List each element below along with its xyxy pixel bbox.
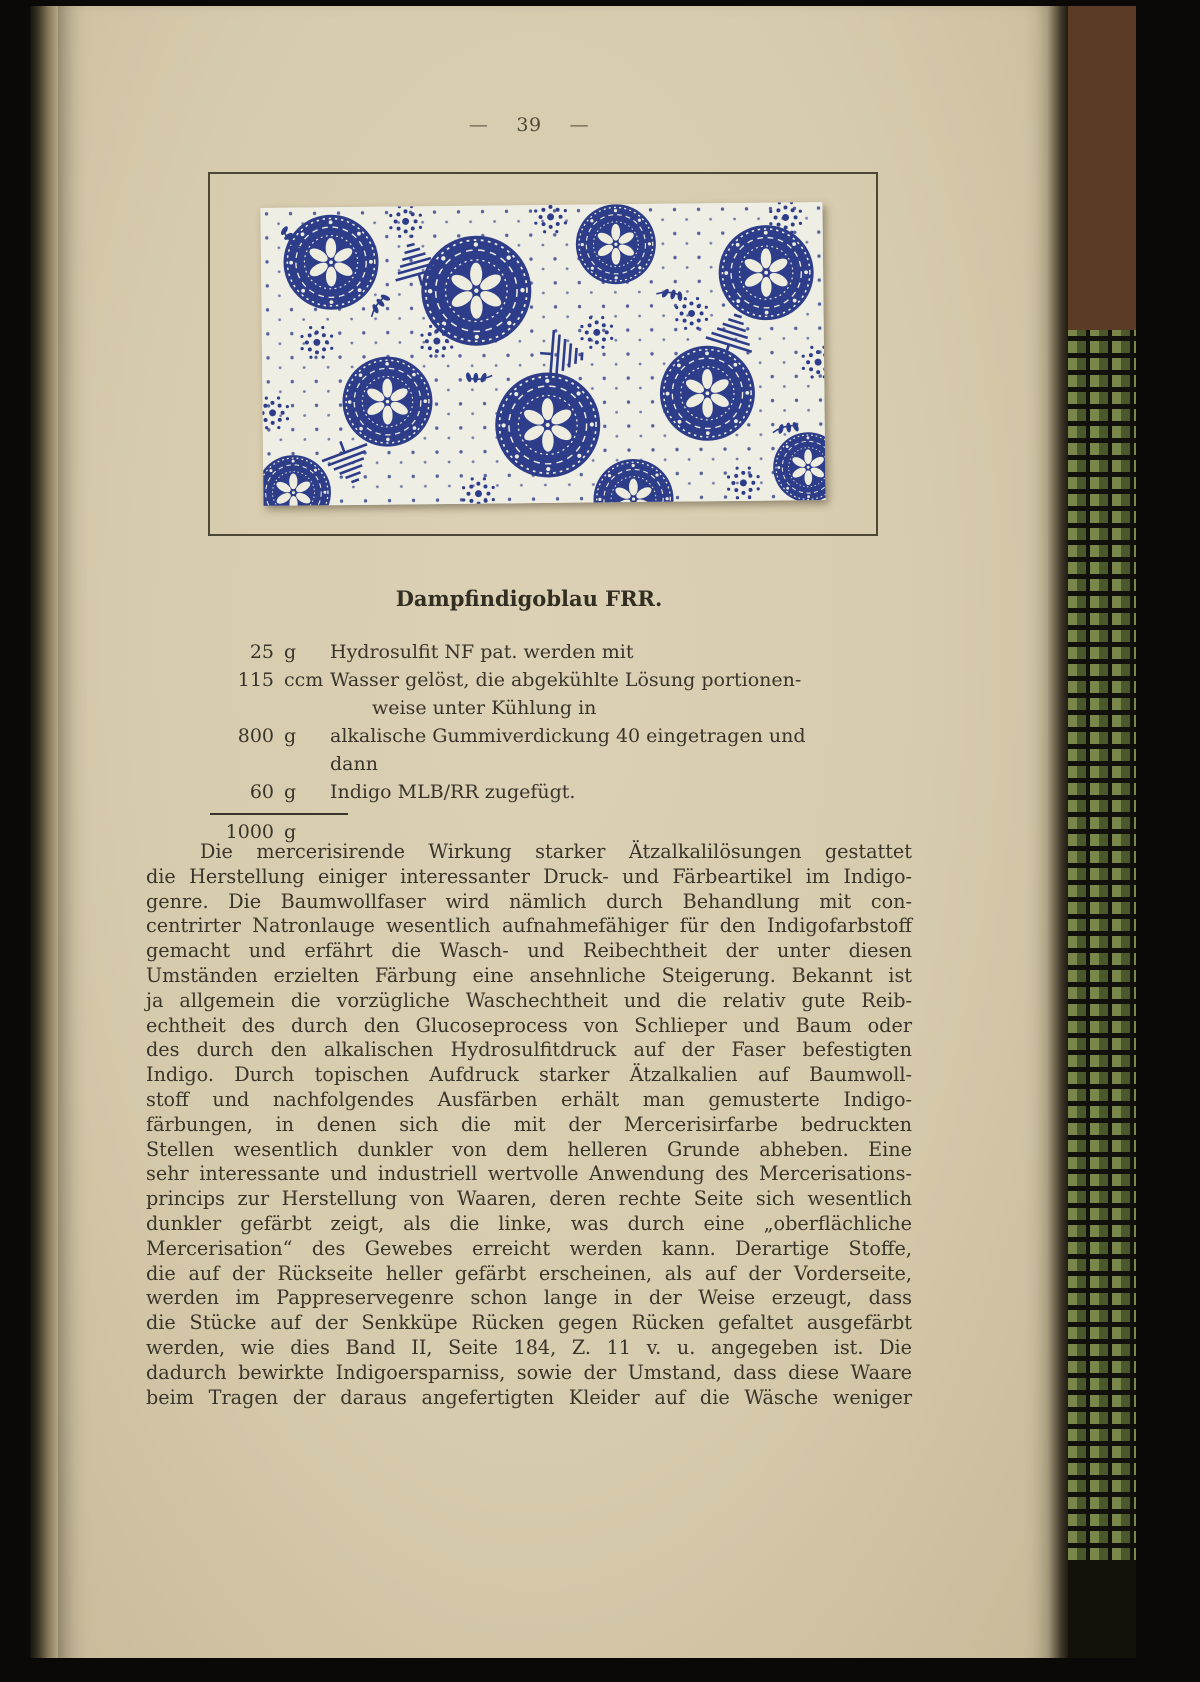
recipe-unit: ccm — [284, 669, 324, 691]
book-cover-edge — [1068, 0, 1136, 1682]
body-line: Mercerisation“ des Gewebes erreicht werden kann. Derartige Stoffe, — [146, 1236, 912, 1260]
scan-bottom-edge — [0, 1658, 1200, 1682]
scan-top-edge — [0, 0, 1200, 6]
recipe-unit: g — [284, 781, 297, 803]
body-line: centrirter Natronlauge wesentlich aufnahmefähiger für den Indigofarbstoff — [146, 914, 912, 938]
body-line: gemacht und erfährt die Wasch- und Reibechtheit der unter diesen — [146, 939, 912, 963]
recipe-amount: 60 — [249, 781, 274, 803]
page-number-value: 39 — [516, 114, 542, 136]
recipe-ingredient: Wasser gelöst, die abgekühlte Lösung portionen- — [330, 669, 802, 691]
body-line: dadurch bewirkte Indigoersparniss, sowie der Umstand, dass diese Waare — [146, 1360, 912, 1384]
page-number-dash-right: — — [569, 114, 590, 136]
body-line: werden, wie dies Band II, Seite 184, Z. 11 v. u. angegeben ist. Die — [146, 1335, 912, 1359]
recipe-row — [218, 638, 838, 666]
body-line: sehr interessante und industriell wertvolle Anwendung des Mercerisations- — [146, 1162, 912, 1186]
recipe-ingredient: Indigo MLB/RR zugefügt. — [330, 781, 576, 803]
body-line: dunkler gefärbt zeigt, als die linke, was durch eine „oberflächliche — [146, 1211, 912, 1235]
body-line: beim Tragen der daraus angefertigten Kleider auf die Wäsche weniger — [146, 1385, 912, 1409]
swatch-frame — [208, 172, 878, 536]
body-line: Indigo. Durch topischen Aufdruck starker Ätzalkalien auf Baumwoll- — [146, 1063, 912, 1087]
recipe-amount: 115 — [237, 669, 274, 691]
recipe-unit: g — [284, 725, 297, 747]
page-number-dash-left: — — [468, 114, 489, 136]
body-line: echtheit des durch den Glucoseprocess von Schlieper und Baum oder — [146, 1013, 912, 1037]
body-line: färbungen, in denen sich die mit der Mercerisirfarbe bedruckten — [146, 1112, 912, 1136]
recipe-amount: 1000 — [225, 821, 274, 843]
recipe-row — [218, 666, 838, 694]
recipe-sum-rule — [210, 813, 348, 815]
body-line: Umständen erzielten Färbung eine ansehnliche Steigerung. Bekannt ist — [146, 963, 912, 987]
body-line: stoff und nachfolgendes Ausfärben erhält man gemusterte Indigo- — [146, 1087, 912, 1111]
body-line: Die mercerisirende Wirkung starker Ätzalkalilösungen gestattet — [200, 840, 912, 863]
recipe-amount: 800 — [237, 725, 274, 747]
recipe-amount: 25 — [249, 641, 274, 663]
body-paragraph — [146, 840, 912, 1410]
recipe-unit — [274, 694, 330, 722]
body-line: ja allgemein die vorzügliche Waschechtheit und die relativ gute Reib- — [146, 988, 912, 1012]
recipe-amount — [218, 694, 274, 722]
recipe-ingredient: alkalische Gummiverdickung 40 eingetragen und dann — [330, 725, 806, 775]
body-line: Stellen wesentlich dunkler von dem helleren Grunde abheben. Eine — [146, 1137, 912, 1161]
paper-page — [58, 0, 1048, 1682]
page-stack-edge — [30, 0, 58, 1682]
recipe-row — [218, 778, 838, 806]
recipe-unit: g — [284, 641, 297, 663]
body-line: die Stücke auf der Senkküpe Rücken gegen Rücken gefaltet ausgefärbt — [146, 1311, 912, 1335]
recipe-row — [218, 722, 838, 778]
body-line: des durch den alkalischen Hydrosulfitdruck auf der Faser befestigten — [146, 1038, 912, 1062]
body-line: werden im Pappreservegenre schon lange in der Weise erzeugt, dass — [146, 1286, 912, 1310]
body-line: genre. Die Baumwollfaser wird nämlich durch Behandlung mit con- — [146, 889, 912, 913]
recipe-ingredient: weise unter Kühlung in — [372, 697, 597, 719]
book-right-margin — [1136, 0, 1200, 1682]
gutter-shadow — [1048, 0, 1068, 1682]
fabric-swatch — [260, 202, 825, 506]
recipe-row — [218, 694, 838, 722]
leather-spine-top — [1068, 6, 1136, 330]
body-line: princips zur Herstellung von Waaren, deren rechte Seite sich wesentlich — [146, 1187, 912, 1211]
fabric-swatch-image — [260, 202, 825, 506]
body-line: die Herstellung einiger interessanter Druck- und Färbeartikel im Indigo- — [146, 864, 912, 888]
recipe-table — [218, 638, 838, 846]
book-left-margin — [0, 0, 30, 1682]
recipe-ingredient: Hydrosulfit NF pat. werden mit — [330, 641, 634, 663]
recipe-unit: g — [284, 821, 297, 843]
page-number — [146, 114, 912, 136]
body-line: die auf der Rückseite heller gefärbt erscheinen, als auf der Vorderseite, — [146, 1261, 912, 1285]
woven-cover-texture — [1068, 330, 1136, 1560]
recipe-title: Dampfindigoblau FRR. — [395, 586, 663, 611]
